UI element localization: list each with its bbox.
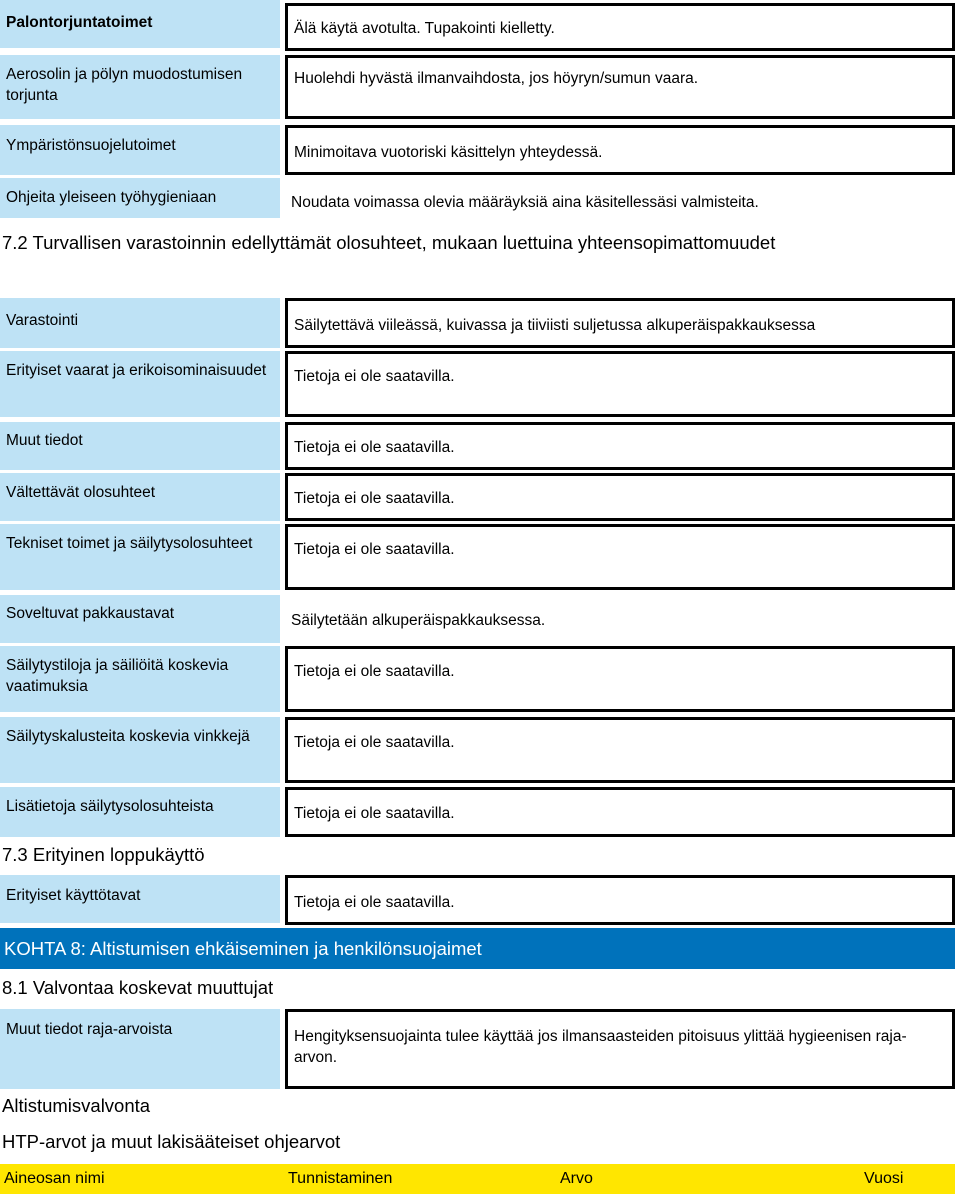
- row-packaging: [0, 595, 960, 643]
- row-storage-furniture: [0, 717, 960, 783]
- row-label: Soveltuvat pakkaustavat: [0, 595, 280, 643]
- row-label: Varastointi: [0, 298, 280, 348]
- column-header-year: Vuosi: [864, 1170, 904, 1187]
- row-value: Huolehdi hyvästä ilmanvaihdosta, jos höyryn/sumun vaara.: [285, 55, 955, 119]
- section-7-3-heading: 7.3 Erityinen loppukäyttö: [2, 844, 205, 865]
- row-storage: [0, 298, 960, 348]
- row-limit-values-info: [0, 1009, 960, 1089]
- section-8-1-heading: 8.1 Valvontaa koskevat muuttujat: [2, 977, 274, 998]
- row-value: Tietoja ei ole saatavilla.: [285, 787, 955, 837]
- row-value: Tietoja ei ole saatavilla.: [285, 422, 955, 470]
- row-technical-measures: [0, 524, 960, 590]
- column-header-name: Aineosan nimi: [4, 1170, 105, 1187]
- row-value: Tietoja ei ole saatavilla.: [285, 351, 955, 417]
- row-label: Vältettävät olosuhteet: [0, 473, 280, 521]
- row-label: Säilytyskalusteita koskevia vinkkejä: [0, 717, 280, 783]
- row-value: Tietoja ei ole saatavilla.: [285, 524, 955, 590]
- row-label: Tekniset toimet ja säilytysolosuhteet: [0, 524, 280, 590]
- row-label: Muut tiedot: [0, 422, 280, 470]
- row-other-info: [0, 422, 960, 470]
- row-value: Hengityksensuojainta tulee käyttää jos ilmansaasteiden pitoisuus ylittää hygieenisen raja-arvon.: [285, 1009, 955, 1089]
- row-environment-protection: [0, 125, 960, 175]
- column-header-identification: Tunnistaminen: [288, 1170, 393, 1187]
- row-label: Muut tiedot raja-arvoista: [0, 1009, 280, 1089]
- htp-heading: HTP-arvot ja muut lakisääteiset ohjearvot: [2, 1131, 341, 1152]
- row-value: Tietoja ei ole saatavilla.: [285, 646, 955, 712]
- row-storage-requirements: [0, 646, 960, 712]
- row-value: Säilytettävä viileässä, kuivassa ja tiiviisti suljetussa alkuperäispakkauksessa: [285, 298, 955, 348]
- row-value: Tietoja ei ole saatavilla.: [285, 473, 955, 521]
- row-label: Säilytystiloja ja säiliöitä koskevia vaatimuksia: [0, 646, 280, 712]
- row-additional-storage-info: [0, 787, 960, 837]
- row-aerosol-prevention: [0, 55, 960, 119]
- row-label: Erityiset vaarat ja erikoisominaisuudet: [0, 351, 280, 417]
- row-value: Noudata voimassa olevia määräyksiä aina käsitellessäsi valmisteita.: [285, 178, 955, 222]
- row-special-hazards: [0, 351, 960, 417]
- row-label: Erityiset käyttötavat: [0, 875, 280, 923]
- row-value: Minimoitava vuotoriski käsittelyn yhteydessä.: [285, 125, 955, 175]
- row-value: Tietoja ei ole saatavilla.: [285, 875, 955, 925]
- row-label: Lisätietoja säilytysolosuhteista: [0, 787, 280, 837]
- row-value: Tietoja ei ole saatavilla.: [285, 717, 955, 783]
- row-value: Säilytetään alkuperäispakkauksessa.: [285, 595, 955, 643]
- section-8-bar: KOHTA 8: Altistumisen ehkäiseminen ja henkilönsuojaimet: [0, 928, 955, 969]
- row-label: Ohjeita yleiseen työhygieniaan: [0, 178, 280, 218]
- row-conditions-to-avoid: [0, 473, 960, 521]
- row-label: Aerosolin ja pölyn muodostumisen torjunta: [0, 55, 280, 119]
- row-specific-end-use: [0, 875, 960, 925]
- row-label: Ympäristönsuojelutoimet: [0, 125, 280, 175]
- row-label: Palontorjuntatoimet: [0, 0, 280, 48]
- section-7-2-heading: 7.2 Turvallisen varastoinnin edellyttämät olosuhteet, mukaan luettuina yhteensopimattomuudet: [2, 232, 776, 253]
- exposure-control-heading: Altistumisvalvonta: [2, 1095, 151, 1116]
- column-header-value: Arvo: [560, 1170, 593, 1187]
- row-fire-prevention: [0, 0, 960, 48]
- row-hygiene: [0, 178, 960, 222]
- row-value: Älä käytä avotulta. Tupakointi kielletty.: [285, 3, 955, 51]
- table-header: [0, 1164, 955, 1194]
